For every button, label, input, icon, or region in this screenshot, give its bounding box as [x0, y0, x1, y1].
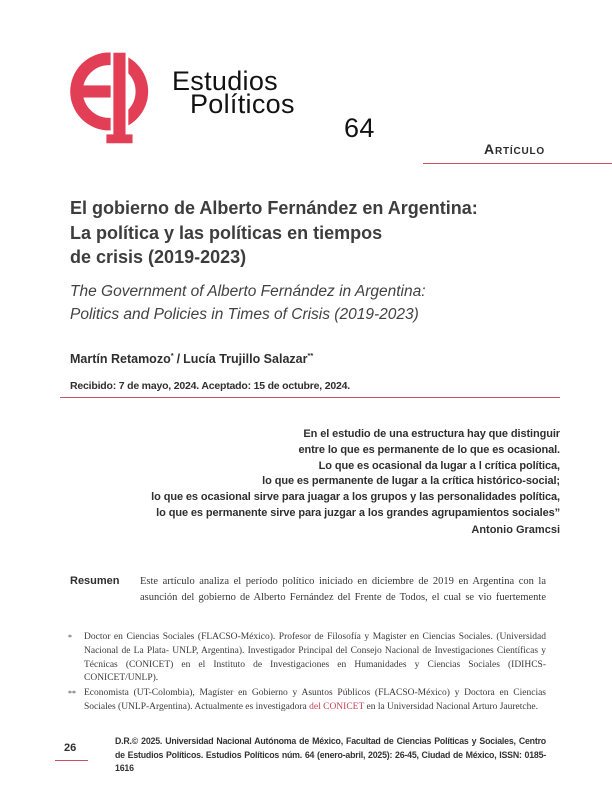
abstract-text: Este artículo analiza el período político iniciado en diciembre de 2019 en Argentina con la asunción del gobierno de Alberto Fernández del Frente de Todos, el cual se vio fuertemente — [140, 576, 546, 603]
epigraph-line: Lo que es ocasional da lugar a l crítica política, — [318, 459, 560, 472]
footnotes-block — [68, 631, 546, 716]
kicker-rule — [423, 163, 612, 164]
footnote-1-marker: * — [68, 633, 72, 642]
ep-monogram-icon — [70, 52, 154, 144]
article-title-es-line1: El gobierno de Alberto Fernández en Argentina: — [70, 198, 478, 218]
epigraph-line: lo que es permanente de lugar a la crítica histórico-social; — [262, 475, 560, 488]
footnote-2-text-end: en la Universidad Nacional Arturo Jauretche. — [364, 701, 538, 712]
footnote-1 — [68, 631, 546, 686]
article-title-en-line1: The Government of Alberto Fernández in Argentina: — [70, 283, 426, 300]
page-number-rule — [55, 760, 88, 761]
footnote-2-marker: ** — [68, 689, 76, 699]
footnote-1-text: Doctor en Ciencias Sociales (FLACSO-México). Profesor de Filosofía y Magister en Ciencias Sociales. (Universidad Nacional de La Plata- UNLP, Argentina). Investigador Principal del Consejo Nacional de Investigaciones Científicas y Técnicas (CONICET) en el Instituto de Investigaciones en Humanidades y Ciencias Sociales (IDIHCS-CONICET/UNLP). — [84, 632, 546, 684]
journal-logo — [70, 52, 154, 144]
article-type-label: Artículo — [484, 141, 545, 157]
abstract-label: Resumen — [70, 575, 120, 587]
article-title-en — [70, 280, 540, 326]
epigraph-line: entre lo que es permanente de lo que es ocasional. — [298, 443, 560, 456]
author-1-name: Martín Retamozo — [70, 352, 171, 367]
journal-issue-number: 64 — [344, 113, 375, 143]
authors-separator: / — [176, 352, 181, 367]
footnote-2 — [68, 687, 546, 715]
author-2-name: Lucía Trujillo Salazar — [183, 352, 308, 367]
epigraph-line: En el estudio de una estructura hay que distinguir — [303, 428, 560, 440]
authors-line — [70, 351, 313, 366]
journal-name-line2: Políticos — [190, 89, 295, 119]
article-title-es-line2: La política y las políticas en tiempos — [70, 222, 383, 243]
journal-name-line1: Estudios — [172, 66, 278, 96]
author-1-footnote-marker: * — [170, 351, 174, 360]
article-title-en-line2: Politics and Policies in Times of Crisis (2019-2023) — [70, 306, 419, 323]
footnote-2-text-start: Economista (UT-Colombia), Magíster en Gobierno y Asuntos Públicos (FLACSO-México) y Doctora en Ciencias Sociales (UNLP-Argentina). Actualmente es investigadora — [84, 688, 546, 712]
received-accepted-dates: Recibido: 7 de mayo, 2024. Aceptado: 15 de octubre, 2024. — [70, 380, 350, 392]
page-number: 26 — [64, 742, 77, 754]
copyright-credit-line: D.R.© 2025. Universidad Nacional Autónoma de México, Facultad de Ciencias Políticas y Sociales, Centro de Estudios Políticos. Estudios Políticos núm. 64 (enero-abril, 2025): 26-45, Ciudad de México, ISSN: 0185-1616 — [115, 736, 546, 773]
conicet-link[interactable]: del CONICET — [309, 701, 365, 712]
epigraph-line: lo que es ocasional sirve para juagar a los grupos y las personalidades política, — [151, 491, 560, 504]
epigraph-line: lo que es permanente sirve para juzgar a los grandes agrupamientos sociales” — [156, 506, 560, 519]
author-2-footnote-marker: ** — [307, 351, 314, 360]
epigraph-quote — [60, 427, 560, 522]
article-title-es — [70, 196, 540, 270]
article-title-es-line3: de crisis (2019-2023) — [70, 247, 247, 267]
epigraph-attribution: Antonio Gramcsi — [471, 524, 560, 536]
dates-rule — [60, 397, 560, 398]
